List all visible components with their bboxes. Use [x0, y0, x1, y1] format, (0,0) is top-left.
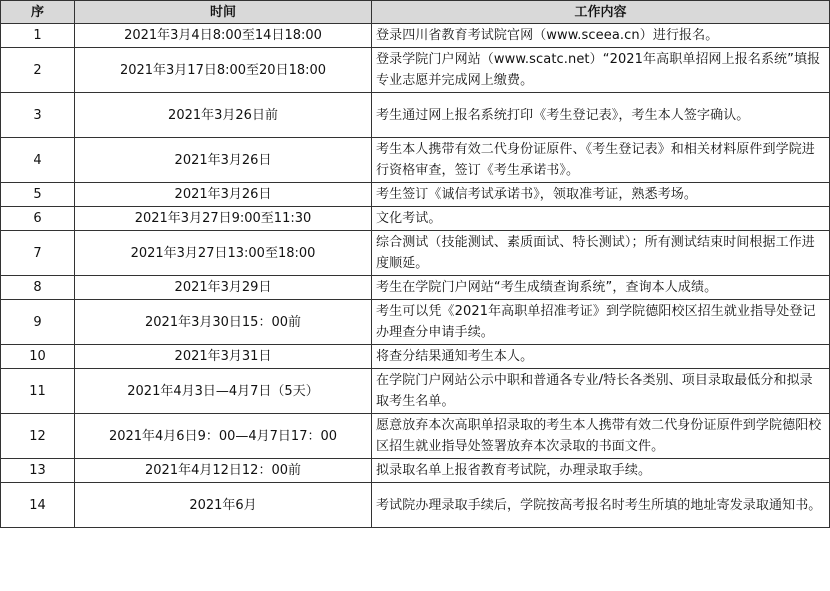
- table-row: [1, 183, 830, 207]
- row-task: 在学院门户网站公示中职和普通各专业/特长各类别、项目录取最低分和拟录取考生名单。: [372, 369, 830, 414]
- row-time: 2021年3月26日: [75, 183, 372, 207]
- row-number: 7: [1, 231, 75, 276]
- table-row: [1, 459, 830, 483]
- table-row: [1, 93, 830, 138]
- row-task: 登录学院门户网站（www.scatc.net）“2021年高职单招网上报名系统”填报专业志愿并完成网上缴费。: [372, 48, 830, 93]
- row-task: 考生本人携带有效二代身份证原件、《考生登记表》和相关材料原件到学院进行资格审查，签订《考生承诺书》。: [372, 138, 830, 183]
- header-no: 序: [1, 1, 75, 24]
- table-row: [1, 231, 830, 276]
- row-task: 考生可以凭《2021年高职单招准考证》到学院德阳校区招生就业指导处登记办理查分申请手续。: [372, 300, 830, 345]
- row-task: 考生在学院门户网站“考生成绩查询系统”，查询本人成绩。: [372, 276, 830, 300]
- table-row: [1, 483, 830, 528]
- row-number: 2: [1, 48, 75, 93]
- table-row: [1, 414, 830, 459]
- table-row: [1, 24, 830, 48]
- row-time: 2021年3月27日13:00至18:00: [75, 231, 372, 276]
- row-number: 14: [1, 483, 75, 528]
- row-time: 2021年4月3日—4月7日（5天）: [75, 369, 372, 414]
- row-number: 6: [1, 207, 75, 231]
- row-number: 13: [1, 459, 75, 483]
- row-task: 登录四川省教育考试院官网（www.sceea.cn）进行报名。: [372, 24, 830, 48]
- row-number: 9: [1, 300, 75, 345]
- header-task: 工作内容: [372, 1, 830, 24]
- table-row: [1, 48, 830, 93]
- row-time: 2021年4月6日9：00—4月7日17：00: [75, 414, 372, 459]
- row-number: 4: [1, 138, 75, 183]
- row-time: 2021年4月12日12：00前: [75, 459, 372, 483]
- row-time: 2021年3月26日前: [75, 93, 372, 138]
- row-time: 2021年3月4日8:00至14日18:00: [75, 24, 372, 48]
- row-task: 拟录取名单上报省教育考试院，办理录取手续。: [372, 459, 830, 483]
- row-task: 文化考试。: [372, 207, 830, 231]
- row-number: 8: [1, 276, 75, 300]
- row-task: 考生通过网上报名系统打印《考生登记表》，考生本人签字确认。: [372, 93, 830, 138]
- row-number: 10: [1, 345, 75, 369]
- row-time: 2021年3月29日: [75, 276, 372, 300]
- table-row: [1, 345, 830, 369]
- table-row: [1, 300, 830, 345]
- row-number: 12: [1, 414, 75, 459]
- header-row: [1, 1, 830, 24]
- row-number: 11: [1, 369, 75, 414]
- row-time: 2021年3月31日: [75, 345, 372, 369]
- row-task: 考试院办理录取手续后，学院按高考报名时考生所填的地址寄发录取通知书。: [372, 483, 830, 528]
- table-row: [1, 207, 830, 231]
- table-row: [1, 138, 830, 183]
- row-time: 2021年6月: [75, 483, 372, 528]
- row-task: 将查分结果通知考生本人。: [372, 345, 830, 369]
- row-task: 愿意放弃本次高职单招录取的考生本人携带有效二代身份证原件到学院德阳校区招生就业指导处签署放弃本次录取的书面文件。: [372, 414, 830, 459]
- row-task: 综合测试（技能测试、素质面试、特长测试）；所有测试结束时间根据工作进度顺延。: [372, 231, 830, 276]
- row-task: 考生签订《诚信考试承诺书》，领取准考证，熟悉考场。: [372, 183, 830, 207]
- row-number: 1: [1, 24, 75, 48]
- row-number: 5: [1, 183, 75, 207]
- row-time: 2021年3月17日8:00至20日18:00: [75, 48, 372, 93]
- row-time: 2021年3月30日15：00前: [75, 300, 372, 345]
- header-time: 时间: [75, 1, 372, 24]
- row-time: 2021年3月26日: [75, 138, 372, 183]
- table-row: [1, 276, 830, 300]
- row-time: 2021年3月27日9:00至11:30: [75, 207, 372, 231]
- row-number: 3: [1, 93, 75, 138]
- table-row: [1, 369, 830, 414]
